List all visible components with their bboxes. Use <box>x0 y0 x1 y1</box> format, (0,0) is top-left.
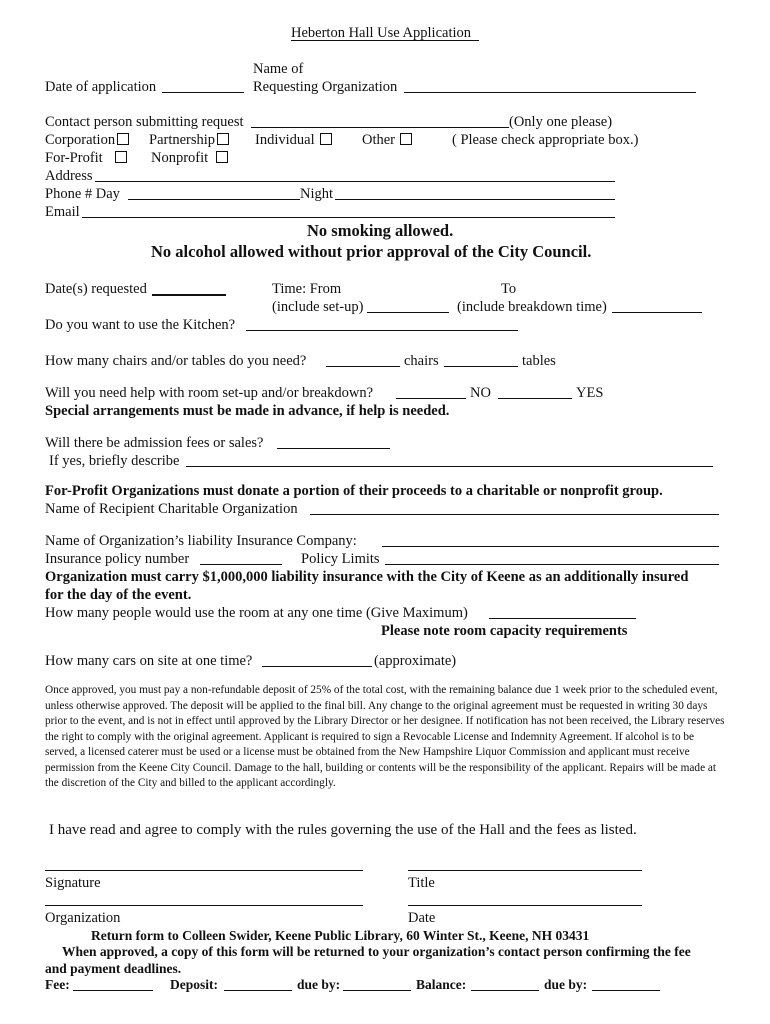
must-carry-notice-1: Organization must carry $1,000,000 liability insurance with the City of Keene as an additionally insured <box>45 569 689 585</box>
only-one-note: (Only one please) <box>509 114 613 130</box>
partnership-option[interactable] <box>149 131 229 149</box>
people-field[interactable] <box>489 618 636 619</box>
policy-number-field[interactable] <box>200 564 282 565</box>
date-of-application-field[interactable] <box>162 92 244 93</box>
phone-day-label: Phone # Day <box>45 186 120 202</box>
policy-limits-label: Policy Limits <box>301 551 380 567</box>
deposit-due-by-label: due by: <box>297 977 341 992</box>
recipient-label: Name of Recipient Charitable Organization <box>45 501 298 517</box>
night-label: Night <box>300 186 334 202</box>
date-of-application-label: Date of application <box>45 79 157 95</box>
email-field[interactable] <box>82 217 615 218</box>
email-label: Email <box>45 204 80 220</box>
return-form-notice: Return form to Colleen Swider, Keene Public Library, 60 Winter St., Keene, NH 03431 <box>91 928 590 943</box>
partnership-checkbox[interactable] <box>217 133 229 145</box>
fees-field[interactable] <box>277 448 390 449</box>
include-setup-label: (include set-up) <box>272 299 364 315</box>
phone-day-field[interactable] <box>128 199 300 200</box>
corporation-checkbox[interactable] <box>117 133 129 145</box>
other-option[interactable] <box>362 131 412 149</box>
approximate-label: (approximate) <box>374 653 457 669</box>
if-yes-label: If yes, briefly describe <box>49 453 180 469</box>
approved-notice-1: When approved, a copy of this form will be returned to your organization’s contact person confirming the fee <box>62 944 691 959</box>
cars-field[interactable] <box>262 666 372 667</box>
balance-label: Balance: <box>416 977 467 992</box>
cars-question: How many cars on site at one time? <box>45 653 253 669</box>
other-label: Other <box>362 132 396 148</box>
agreement-statement: I have read and agree to comply with the rules governing the use of the Hall and the fees as listed. <box>49 822 637 838</box>
chairs-label: chairs <box>404 353 439 369</box>
title-label: Title <box>408 875 435 891</box>
help-no-label: NO <box>470 385 491 401</box>
partnership-label: Partnership <box>149 132 216 148</box>
dates-requested-field[interactable] <box>152 294 226 296</box>
tables-label: tables <box>522 353 556 369</box>
people-question: How many people would use the room at any one time (Give Maximum) <box>45 605 468 621</box>
individual-label: Individual <box>255 132 315 148</box>
signature-label: Signature <box>45 875 101 891</box>
policy-limits-field[interactable] <box>385 564 719 565</box>
chairs-field[interactable] <box>326 366 400 367</box>
balance-due-field[interactable] <box>592 990 660 991</box>
date-label: Date <box>408 910 436 926</box>
individual-option[interactable] <box>255 131 332 149</box>
no-alcohol-notice: No alcohol allowed without prior approval of the City Council. <box>151 242 592 261</box>
help-yes-field[interactable] <box>498 398 572 399</box>
help-yes-label: YES <box>576 385 604 401</box>
nonprofit-label: Nonprofit <box>151 150 209 166</box>
terms-paragraph: Once approved, you must pay a non-refundable deposit of 25% of the total cost, with the remaining balance due 1 week prior to the scheduled event, unless otherwise approved. The deposit will be applied to the final bill. Any change to the original agreement must be requested in writing 30 days prior to the event, and is not in effect until approved by the Library Director or her designee. If notification has not been received, the Library reserves the right to comply with the original agreement. Applicant is required to sign a Revocable License and Indemnity Agreement. If alcohol is to be served, a licensed caterer must be used or a license must be obtained from the New Hampshire Liquor Commission and applicant must receive permission from the Keene City Council. Damage to the hall, building or contents will be the responsibility of the applicant. Repairs will be made at the discretion of the City and billed to the applicant accordingly. <box>45 684 725 789</box>
approved-notice-2: and payment deadlines. <box>45 961 182 976</box>
corporation-label: Corporation <box>45 132 116 148</box>
corporation-option[interactable] <box>45 131 129 149</box>
fees-description-field[interactable] <box>186 466 713 467</box>
time-from-field[interactable] <box>367 312 449 313</box>
must-carry-notice-2: for the day of the event. <box>45 587 192 603</box>
special-arrangements-notice: Special arrangements must be made in advance, if help is needed. <box>45 403 450 419</box>
help-no-field[interactable] <box>396 398 466 399</box>
help-question: Will you need help with room set-up and/or breakdown? <box>45 385 373 401</box>
balance-due-by-label: due by: <box>544 977 588 992</box>
time-to-field[interactable] <box>612 312 702 313</box>
kitchen-field[interactable] <box>246 330 518 331</box>
chairs-question: How many chairs and/or tables do you need? <box>45 353 307 369</box>
recipient-field[interactable] <box>310 514 719 515</box>
address-field[interactable] <box>95 181 615 182</box>
fees-question: Will there be admission fees or sales? <box>45 435 264 451</box>
organization-label: Organization <box>45 910 121 926</box>
insurance-company-label: Name of Organization’s liability Insurance Company: <box>45 533 357 549</box>
deposit-field[interactable] <box>224 990 292 991</box>
deposit-label: Deposit: <box>170 977 218 992</box>
tables-field[interactable] <box>444 366 518 367</box>
nonprofit-checkbox[interactable] <box>216 151 228 163</box>
requesting-org-field[interactable] <box>404 92 696 93</box>
other-checkbox[interactable] <box>400 133 412 145</box>
form-title: Heberton Hall Use Application <box>291 25 471 41</box>
check-box-note: ( Please check appropriate box.) <box>452 132 639 148</box>
contact-person-label: Contact person submitting request <box>45 114 244 130</box>
balance-field[interactable] <box>471 990 539 991</box>
time-to-label: To <box>501 281 517 297</box>
for-profit-label: For-Profit <box>45 150 103 166</box>
policy-number-label: Insurance policy number <box>45 551 190 567</box>
nonprofit-option[interactable] <box>151 149 228 167</box>
phone-night-field[interactable] <box>335 199 615 200</box>
for-profit-donate-notice: For-Profit Organizations must donate a portion of their proceeds to a charitable or nonprofit group. <box>45 483 663 499</box>
insurance-company-field[interactable] <box>382 546 719 547</box>
name-of-label: Name of <box>253 61 304 77</box>
contact-person-field[interactable] <box>251 127 509 128</box>
include-breakdown-label: (include breakdown time) <box>457 299 607 315</box>
date-field[interactable] <box>408 905 642 906</box>
signature-field[interactable] <box>45 870 363 871</box>
time-from-label: Time: From <box>272 281 342 297</box>
organization-field[interactable] <box>45 905 363 906</box>
address-label: Address <box>45 168 93 184</box>
individual-checkbox[interactable] <box>320 133 332 145</box>
kitchen-question: Do you want to use the Kitchen? <box>45 317 236 333</box>
title-field[interactable] <box>408 870 642 871</box>
fee-label: Fee: <box>45 977 70 992</box>
deposit-due-field[interactable] <box>343 990 411 991</box>
for-profit-option[interactable] <box>45 149 127 167</box>
requesting-org-label: Requesting Organization <box>253 79 398 95</box>
title-underline <box>291 40 479 41</box>
dates-requested-label: Date(s) requested <box>45 281 147 297</box>
for-profit-checkbox[interactable] <box>115 151 127 163</box>
no-smoking-notice: No smoking allowed. <box>307 221 454 240</box>
fee-field[interactable] <box>73 990 153 991</box>
capacity-note: Please note room capacity requirements <box>381 623 628 639</box>
